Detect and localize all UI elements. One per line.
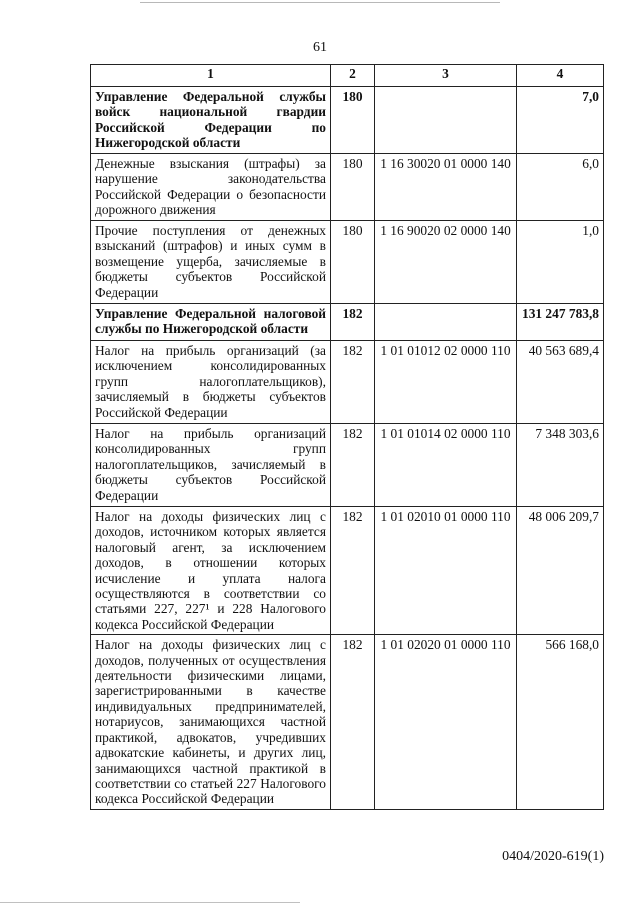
row-amount: 48 006 209,7	[517, 507, 604, 635]
row-kbk-code: 1 01 02020 01 0000 110	[375, 635, 517, 809]
row-admin-code: 182	[331, 341, 375, 424]
table-row	[91, 635, 604, 809]
row-admin-code: 180	[331, 221, 375, 304]
row-kbk-code	[375, 304, 517, 341]
table-header-row	[91, 65, 604, 87]
row-name: Налог на доходы физических лиц с доходов, источником которых является налоговый агент, за исключением доходов, в отношении которых исчисление и уплата налога осуществляются в соответствии со статьями 227, 227¹ и 228 Налогового кодекса Российской Федерации	[91, 507, 331, 635]
column-header: 1	[91, 65, 331, 87]
row-admin-code: 182	[331, 304, 375, 341]
table-row	[91, 424, 604, 507]
row-kbk-code: 1 01 01014 02 0000 110	[375, 424, 517, 507]
row-amount: 7 348 303,6	[517, 424, 604, 507]
bottom-rule	[0, 902, 300, 903]
row-admin-code: 180	[331, 154, 375, 221]
row-name: Налог на доходы физических лиц с доходов, полученных от осуществления деятельности физическими лицами, зарегистрированными в качестве индивидуальных предпринимателей, нотариусов, занимающихся частной практикой, адвокатов, учредивших адвокатские кабинеты, и других лиц, занимающихся частной практикой в соответствии со статьей 227 Налогового кодекса Российской Федерации	[91, 635, 331, 809]
row-amount: 6,0	[517, 154, 604, 221]
row-name: Управление Федеральной налоговой службы по Нижегородской области	[91, 304, 331, 341]
table-row	[91, 87, 604, 154]
document-code: 0404/2020-619(1)	[502, 849, 604, 864]
column-header: 3	[375, 65, 517, 87]
table-row	[91, 221, 604, 304]
row-name: Денежные взыскания (штрафы) за нарушение законодательства Российской Федерации о безопасности дорожного движения	[91, 154, 331, 221]
row-admin-code: 182	[331, 635, 375, 809]
column-header: 4	[517, 65, 604, 87]
row-name: Налог на прибыль организаций (за исключением консолидированных групп налогоплательщиков), зачисляемый в бюджеты субъектов Российской Федерации	[91, 341, 331, 424]
row-kbk-code: 1 16 90020 02 0000 140	[375, 221, 517, 304]
row-kbk-code	[375, 87, 517, 154]
row-admin-code: 182	[331, 424, 375, 507]
row-admin-code: 180	[331, 87, 375, 154]
revenue-table	[90, 64, 604, 810]
row-amount: 131 247 783,8	[517, 304, 604, 341]
column-header: 2	[331, 65, 375, 87]
page-number: 61	[313, 40, 327, 55]
row-amount: 40 563 689,4	[517, 341, 604, 424]
row-kbk-code: 1 01 01012 02 0000 110	[375, 341, 517, 424]
row-amount: 566 168,0	[517, 635, 604, 809]
table-row	[91, 341, 604, 424]
row-name: Управление Федеральной службы войск национальной гвардии Российской Федерации по Нижегородской области	[91, 87, 331, 154]
table-row	[91, 154, 604, 221]
table-row	[91, 304, 604, 341]
row-admin-code: 182	[331, 507, 375, 635]
table-row	[91, 507, 604, 635]
row-amount: 7,0	[517, 87, 604, 154]
row-name: Налог на прибыль организаций консолидированных групп налогоплательщиков, зачисляемый в бюджеты субъектов Российской Федерации	[91, 424, 331, 507]
top-rule	[140, 2, 500, 3]
row-amount: 1,0	[517, 221, 604, 304]
row-kbk-code: 1 16 30020 01 0000 140	[375, 154, 517, 221]
row-kbk-code: 1 01 02010 01 0000 110	[375, 507, 517, 635]
row-name: Прочие поступления от денежных взысканий (штрафов) и иных сумм в возмещение ущерба, зачисляемые в бюджеты субъектов Российской Федерации	[91, 221, 331, 304]
